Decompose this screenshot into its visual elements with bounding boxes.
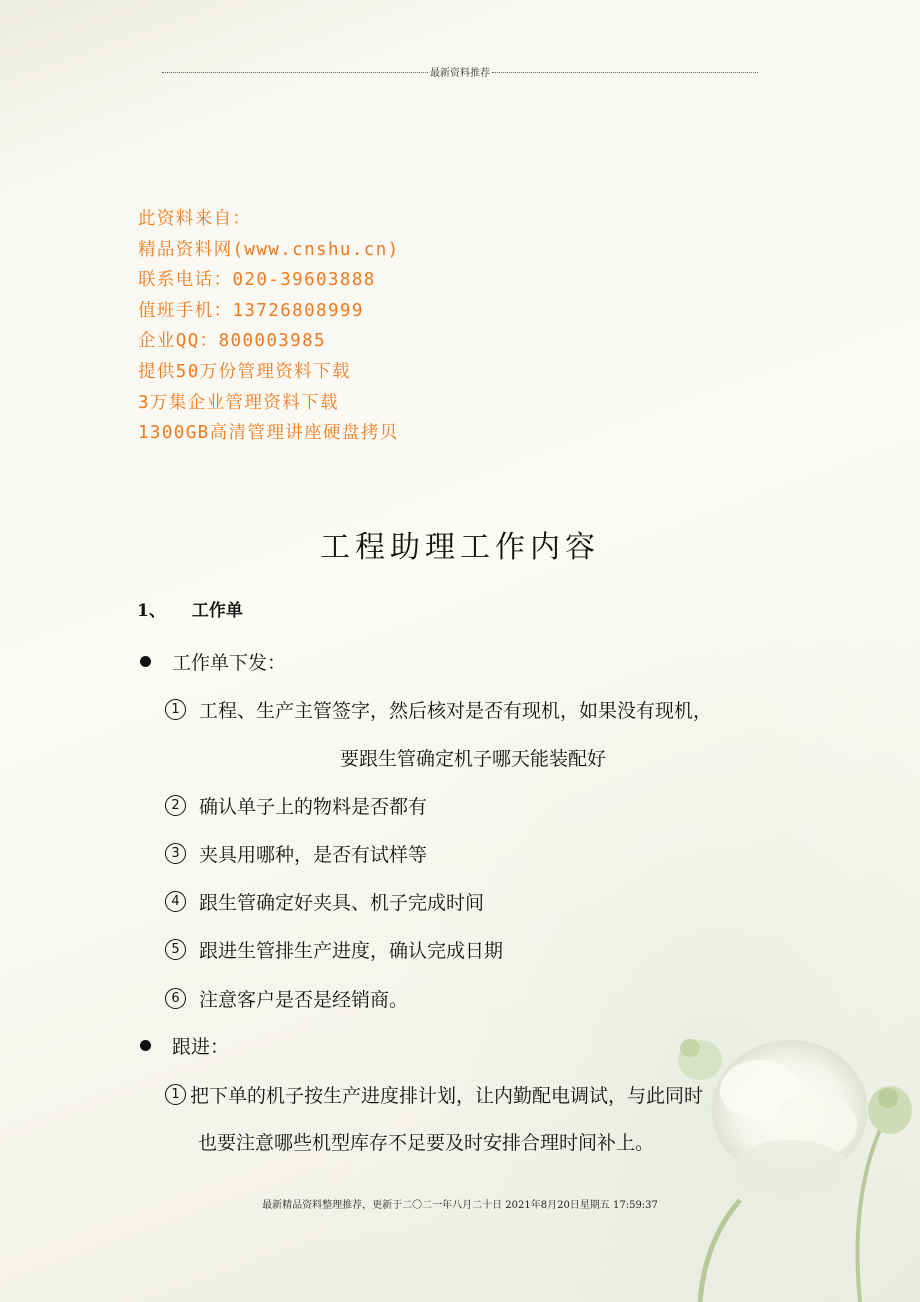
list-item-text: 把下单的机子按生产进度排计划，让内勤配电调试，与此同时 bbox=[190, 1085, 704, 1107]
list-item-text: 跟生管确定好夹具、机子完成时间 bbox=[199, 892, 485, 914]
list-item bbox=[165, 696, 712, 723]
circled-number: 6 bbox=[165, 988, 186, 1009]
bullet-icon bbox=[140, 1040, 151, 1051]
page-footer: 最新精品资料整理推荐，更新于二〇二一年八月二十日 2021年8月20日星期五 17:59:37 bbox=[262, 1200, 658, 1211]
section-number: 1、 bbox=[137, 601, 166, 621]
list-item bbox=[165, 792, 427, 819]
ad-line: 3万集企业管理资料下载 bbox=[138, 392, 339, 413]
page-header bbox=[162, 64, 758, 79]
ad-block bbox=[138, 204, 400, 449]
list-item-text: 注意客户是否是经销商。 bbox=[199, 989, 409, 1011]
ad-line-website[interactable]: 精品资料网(www.cnshu.cn) bbox=[138, 239, 400, 260]
list-item bbox=[165, 888, 484, 915]
header-dots-left bbox=[162, 72, 428, 73]
ad-line: 值班手机：13726808999 bbox=[138, 300, 364, 321]
list-item bbox=[165, 936, 503, 963]
list-item-text: 夹具用哪种，是否有试样等 bbox=[199, 844, 428, 866]
list-item bbox=[165, 840, 427, 867]
bullet-icon bbox=[140, 656, 151, 667]
document-title: 工程助理工作内容 bbox=[320, 530, 600, 565]
list-item-text: 跟进生管排生产进度，确认完成日期 bbox=[199, 940, 504, 962]
bullet-label: 跟进： bbox=[172, 1036, 230, 1058]
circled-number: 4 bbox=[165, 891, 186, 912]
list-item bbox=[165, 1081, 703, 1108]
list-item-continuation: 也要注意哪些机型库存不足要及时安排合理时间补上。 bbox=[198, 1132, 655, 1154]
ad-line: 1300GB高清管理讲座硬盘拷贝 bbox=[138, 423, 399, 444]
list-item-text: 工程、生产主管签字，然后核对是否有现机，如果没有现机， bbox=[199, 700, 713, 722]
ad-line: 企业QQ：800003985 bbox=[138, 331, 326, 352]
header-text: 最新资料推荐 bbox=[430, 68, 490, 79]
circled-number: 2 bbox=[165, 795, 186, 816]
bullet-work-order-issue bbox=[140, 648, 286, 675]
circled-number: 3 bbox=[165, 843, 186, 864]
ad-line: 此资料来自： bbox=[138, 209, 252, 229]
list-item-continuation: 要跟生管确定机子哪天能装配好 bbox=[340, 748, 607, 770]
header-dots-right bbox=[492, 72, 758, 73]
section-label: 工作单 bbox=[191, 601, 243, 621]
bullet-label: 工作单下发： bbox=[172, 652, 287, 674]
ad-line: 联系电话：020-39603888 bbox=[138, 270, 376, 291]
circled-number: 5 bbox=[165, 939, 186, 960]
circled-number: 1 bbox=[165, 1084, 186, 1105]
bullet-follow-up bbox=[140, 1032, 229, 1059]
circled-number: 1 bbox=[165, 699, 186, 720]
list-item bbox=[165, 985, 408, 1012]
ad-line: 提供50万份管理资料下载 bbox=[138, 361, 351, 382]
list-item-text: 确认单子上的物料是否都有 bbox=[199, 796, 428, 818]
section-heading bbox=[137, 596, 243, 621]
